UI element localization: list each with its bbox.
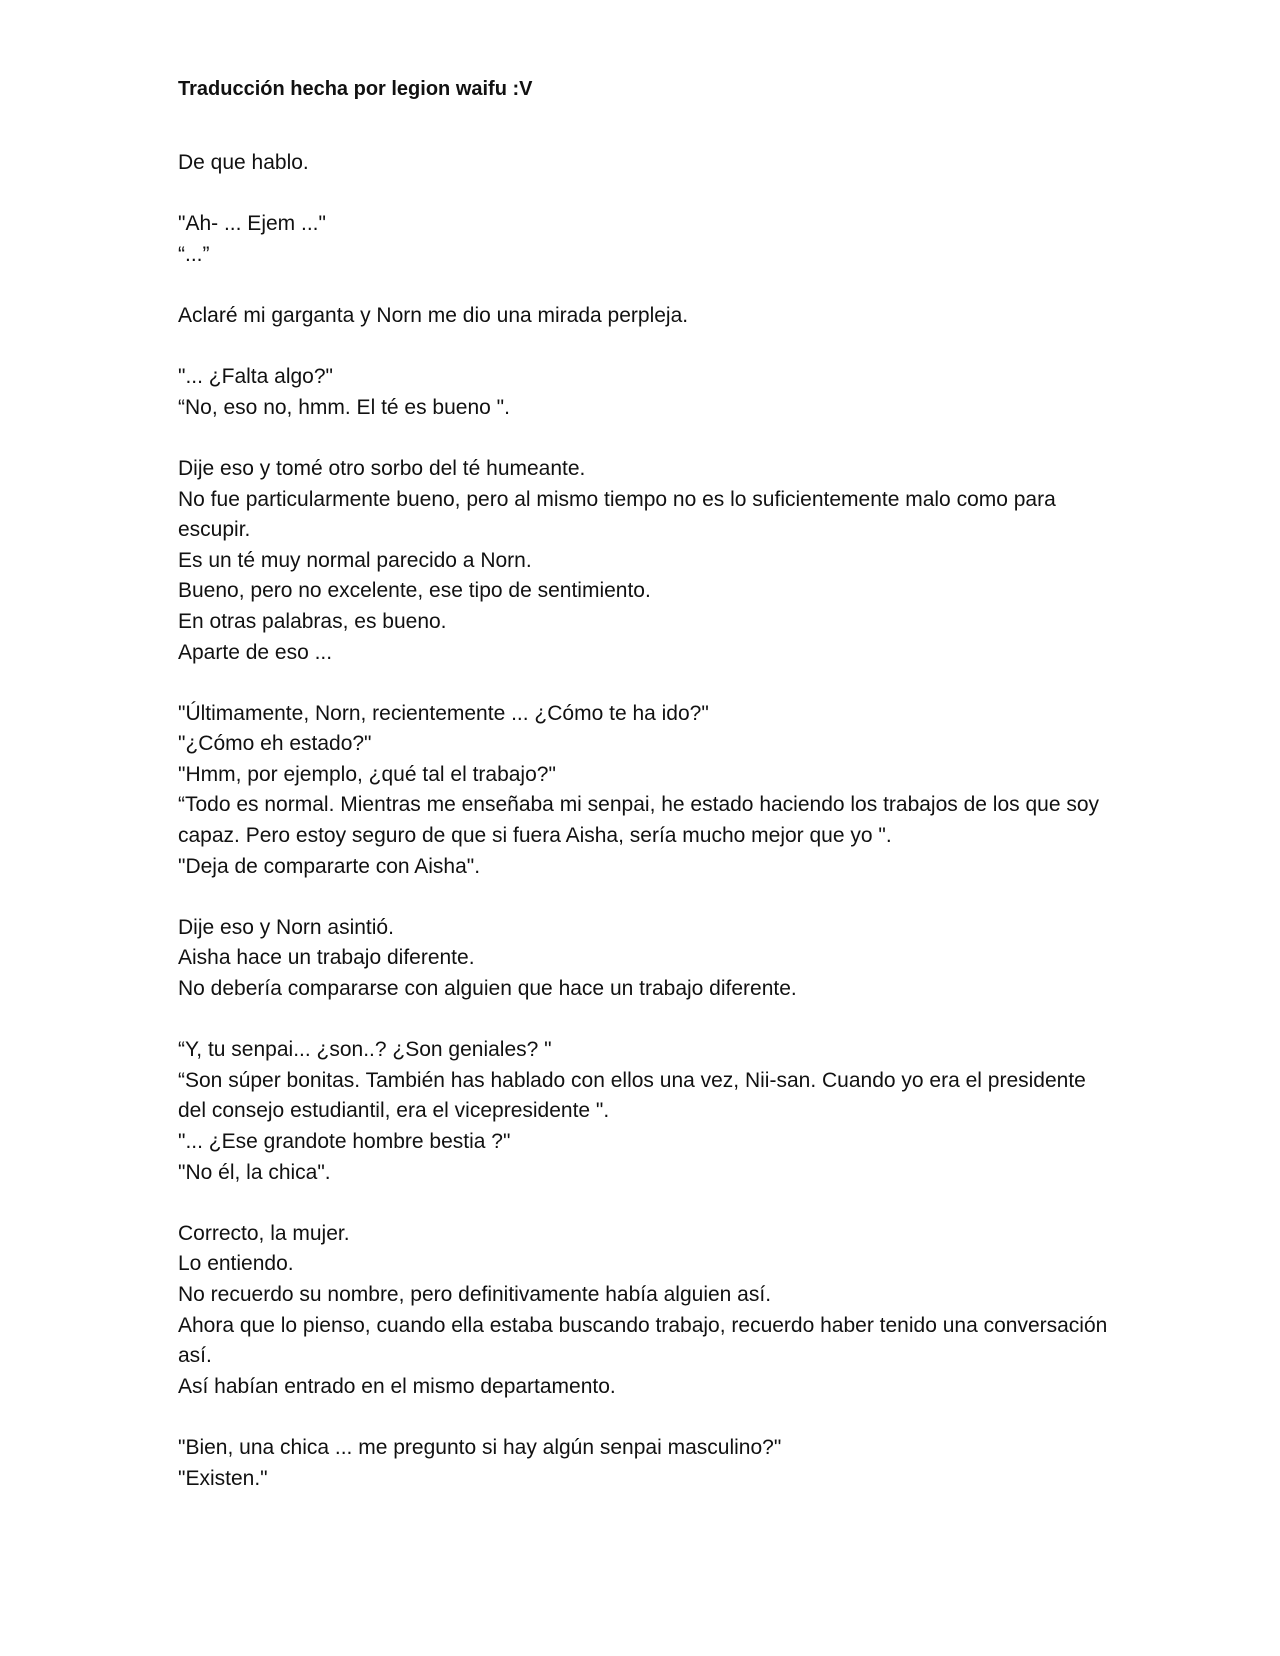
translation-credit: Traducción hecha por legion waifu :V: [178, 78, 533, 100]
paragraph-gap: [178, 1005, 1108, 1036]
text-line: “Y, tu senpai... ¿son..? ¿Son geniales? ": [178, 1038, 552, 1062]
text-line: "No él, la chica".: [178, 1160, 331, 1184]
text-line: En otras palabras, es bueno.: [178, 609, 447, 633]
paragraph-gap: [178, 423, 1108, 454]
text-line: No recuerdo su nombre, pero definitivamente había alguien así.: [178, 1282, 772, 1306]
text-line: "... ¿Falta algo?": [178, 365, 333, 389]
paragraph-gap: [178, 179, 1108, 210]
text-line: Aclaré mi garganta y Norn me dio una mirada perpleja.: [178, 303, 689, 327]
text-line: "Bien, una chica ... me pregunto si hay algún senpai masculino?": [178, 1435, 782, 1459]
paragraph-gap: [178, 668, 1108, 699]
text-line: Así habían entrado en el mismo departamento.: [178, 1374, 616, 1398]
text-line: Correcto, la mujer.: [178, 1221, 350, 1245]
text-line: Aparte de eso ...: [178, 640, 333, 664]
text-line: “...”: [178, 242, 210, 266]
text-line: No fue particularmente bueno, pero al mismo tiempo no es lo suficientemente malo como para escupir.: [178, 487, 1056, 542]
text-line: Ahora que lo pienso, cuando ella estaba buscando trabajo, recuerdo haber tenido una conversación así.: [178, 1313, 1108, 1368]
text-line: Bueno, pero no excelente, ese tipo de sentimiento.: [178, 579, 651, 603]
text-line: “Todo es normal. Mientras me enseñaba mi senpai, he estado haciendo los trabajos de los que soy capaz. Pero estoy seguro de que si fuera Aisha, sería mucho mejor que yo ".: [178, 793, 1100, 848]
text-line: Dije eso y Norn asintió.: [178, 915, 394, 939]
text-line: De que hablo.: [178, 151, 309, 174]
paragraph-gap: [178, 332, 1108, 363]
text-line: "Últimamente, Norn, recientemente ... ¿Cómo te ha ido?": [178, 701, 709, 725]
text-line: "Ah- ... Ejem ...": [178, 212, 326, 236]
text-line: Dije eso y tomé otro sorbo del té humeante.: [178, 456, 586, 480]
text-line: "Hmm, por ejemplo, ¿qué tal el trabajo?": [178, 762, 556, 786]
text-line: "Deja de compararte con Aisha".: [178, 854, 481, 878]
document-body: [178, 148, 1108, 1494]
text-line: "... ¿Ese grandote hombre bestia ?": [178, 1130, 511, 1153]
text-line: No debería compararse con alguien que hace un trabajo diferente.: [178, 977, 797, 1001]
text-line: Aisha hace un trabajo diferente.: [178, 946, 475, 970]
paragraph-gap: [178, 1188, 1108, 1219]
text-line: "Existen.": [178, 1466, 268, 1490]
text-line: Lo entiendo.: [178, 1252, 294, 1276]
paragraph-gap: [178, 270, 1108, 301]
text-line: “No, eso no, hmm. El té es bueno ".: [178, 395, 510, 419]
text-line: “Son súper bonitas. También has hablado con ellos una vez, Nii-san. Cuando yo era el presidente del consejo estudiantil, era el vicepresidente ".: [178, 1068, 1086, 1123]
text-line: Es un té muy normal parecido a Norn.: [178, 548, 532, 572]
paragraph-gap: [178, 882, 1108, 913]
paragraph-gap: [178, 1402, 1108, 1433]
text-line: "¿Cómo eh estado?": [178, 732, 372, 756]
